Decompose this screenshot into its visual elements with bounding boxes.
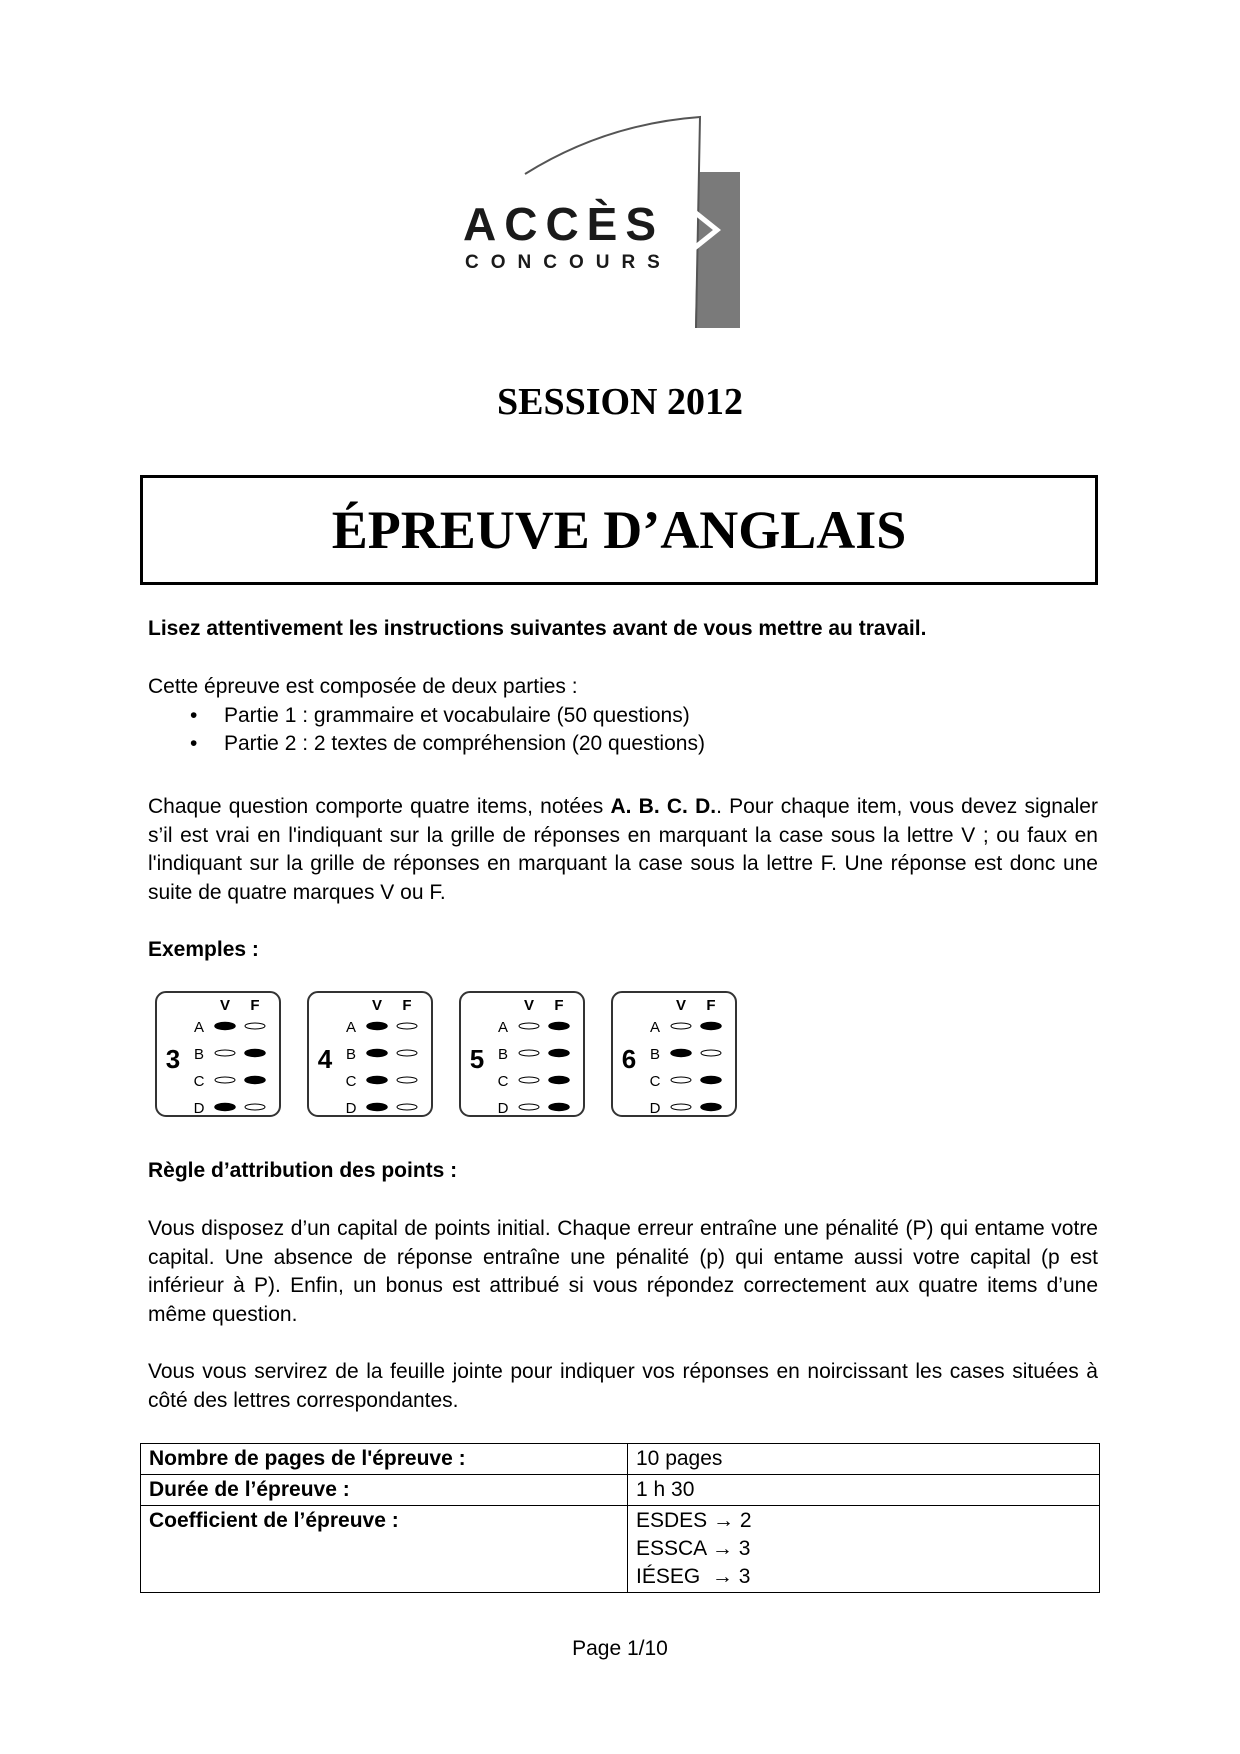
example-mark-empty	[397, 1104, 417, 1110]
examples-heading: Exemples :	[148, 938, 259, 961]
example-header-f: F	[706, 997, 716, 1014]
example-row-letter: B	[497, 1046, 509, 1063]
info-table	[140, 1443, 1100, 1593]
example-row-letter: D	[649, 1100, 661, 1117]
table-row	[141, 1475, 1100, 1506]
example-row-letter: B	[649, 1046, 661, 1063]
acces-concours-logo	[455, 112, 805, 332]
page-number: Page 1/10	[572, 1637, 668, 1660]
logo-line2: CONCOURS	[465, 252, 672, 273]
example-mark-empty	[671, 1104, 691, 1110]
example-mark-empty	[245, 1023, 265, 1029]
logo-line1: ACCÈS	[463, 198, 665, 250]
table-row	[141, 1444, 1100, 1475]
example-mark-filled	[215, 1104, 235, 1111]
pages-label: Nombre de pages de l'épreuve :	[141, 1444, 628, 1475]
example-card	[460, 992, 584, 1117]
coefficient-essca: ESSCA → 3	[636, 1537, 751, 1560]
duration-label: Durée de l’épreuve :	[141, 1475, 628, 1506]
example-row-letter: D	[193, 1100, 205, 1117]
example-mark-filled	[367, 1077, 387, 1084]
example-mark-empty	[397, 1023, 417, 1029]
example-card-number: 3	[165, 1044, 181, 1074]
example-mark-empty	[397, 1050, 417, 1056]
coefficient-esdes: ESDES → 2	[636, 1509, 752, 1532]
example-header-f: F	[402, 997, 412, 1014]
duration-value: 1 h 30	[628, 1475, 1100, 1506]
example-mark-filled	[701, 1104, 721, 1111]
example-row-letter: D	[345, 1100, 357, 1117]
example-mark-filled	[701, 1023, 721, 1030]
example-row-letter: A	[497, 1019, 509, 1036]
example-mark-empty	[701, 1050, 721, 1056]
example-header-v: V	[371, 997, 383, 1014]
example-mark-empty	[519, 1050, 539, 1056]
example-card-number: 4	[317, 1044, 333, 1074]
question-rule-letters: A. B. C. D.	[610, 795, 717, 818]
question-rule	[148, 793, 1098, 907]
example-mark-filled	[701, 1077, 721, 1084]
example-card	[156, 992, 280, 1117]
parts-list	[148, 702, 1098, 759]
example-card-number: 6	[621, 1044, 637, 1074]
example-mark-empty	[671, 1077, 691, 1083]
example-row-letter: C	[345, 1073, 357, 1090]
page-title: ÉPREUVE D’ANGLAIS	[331, 500, 907, 560]
example-row-letter: C	[497, 1073, 509, 1090]
example-row-letter: A	[649, 1019, 661, 1036]
example-mark-filled	[215, 1023, 235, 1030]
question-rule-after: . Pour chaque item, vous devez signaler s’il est vrai en l'indiquant sur la grille de réponses en marquant la case sous la lettre V ; ou faux en l'indiquant sur la grille de réponses en marquant la case sous la lettre F. Une réponse est donc une suite de quatre marques V ou F.	[148, 795, 1098, 904]
example-mark-filled	[367, 1050, 387, 1057]
example-header-v: V	[219, 997, 231, 1014]
example-mark-filled	[245, 1077, 265, 1084]
example-mark-empty	[671, 1023, 691, 1029]
example-mark-filled	[245, 1050, 265, 1057]
example-card-number: 5	[469, 1044, 485, 1074]
example-mark-empty	[215, 1077, 235, 1083]
example-header-v: V	[523, 997, 535, 1014]
pages-value: 10 pages	[628, 1444, 1100, 1475]
example-row-letter: C	[193, 1073, 205, 1090]
table-row	[141, 1506, 1100, 1593]
example-mark-filled	[549, 1050, 569, 1057]
examples-figure	[155, 990, 755, 1120]
composition-intro: Cette épreuve est composée de deux parties :	[148, 675, 578, 698]
scoring-heading: Règle d’attribution des points :	[148, 1159, 458, 1182]
example-mark-filled	[549, 1104, 569, 1111]
example-mark-filled	[549, 1077, 569, 1084]
session-title: SESSION 2012	[496, 381, 744, 423]
question-rule-before: Chaque question comporte quatre items, notées	[148, 795, 611, 818]
list-item: • Partie 2 : 2 textes de compréhension (20 questions)	[148, 730, 1098, 759]
example-mark-empty	[519, 1077, 539, 1083]
example-card	[308, 992, 432, 1117]
example-mark-empty	[397, 1077, 417, 1083]
example-mark-filled	[367, 1104, 387, 1111]
scoring-paragraph-1: Vous disposez d’un capital de points initial. Chaque erreur entraîne une pénalité (P) qui entame votre capital. Une absence de réponse entraîne une pénalité (p) qui entame aussi votre capital (p est inférieur à P). Enfin, un bonus est attribué si vous répondez correctement aux quatre items d’une même question.	[148, 1217, 1098, 1326]
example-header-f: F	[250, 997, 260, 1014]
example-card	[612, 992, 736, 1117]
coefficient-values	[628, 1506, 1100, 1593]
scoring-paragraph-2: Vous vous servirez de la feuille jointe pour indiquer vos réponses en noircissant les cases situées à côté des lettres correspondantes.	[148, 1360, 1098, 1412]
coefficient-ieseg: IÉSEG → 3	[636, 1565, 751, 1588]
example-row-letter: A	[345, 1019, 357, 1036]
example-mark-empty	[215, 1050, 235, 1056]
example-row-letter: B	[345, 1046, 357, 1063]
example-header-f: F	[554, 997, 564, 1014]
example-row-letter: D	[497, 1100, 509, 1117]
example-mark-filled	[367, 1023, 387, 1030]
example-row-letter: C	[649, 1073, 661, 1090]
instructions: Lisez attentivement les instructions suivantes avant de vous mettre au travail.	[148, 617, 927, 640]
list-item: • Partie 1 : grammaire et vocabulaire (50 questions)	[148, 702, 1098, 731]
example-mark-empty	[245, 1104, 265, 1110]
example-mark-filled	[671, 1050, 691, 1057]
example-mark-filled	[549, 1023, 569, 1030]
example-row-letter: B	[193, 1046, 205, 1063]
composition	[148, 673, 1098, 759]
example-mark-empty	[519, 1104, 539, 1110]
example-row-letter: A	[193, 1019, 205, 1036]
example-header-v: V	[675, 997, 687, 1014]
coefficient-label: Coefficient de l’épreuve :	[141, 1506, 628, 1593]
example-mark-empty	[519, 1023, 539, 1029]
title-box	[140, 475, 1098, 585]
